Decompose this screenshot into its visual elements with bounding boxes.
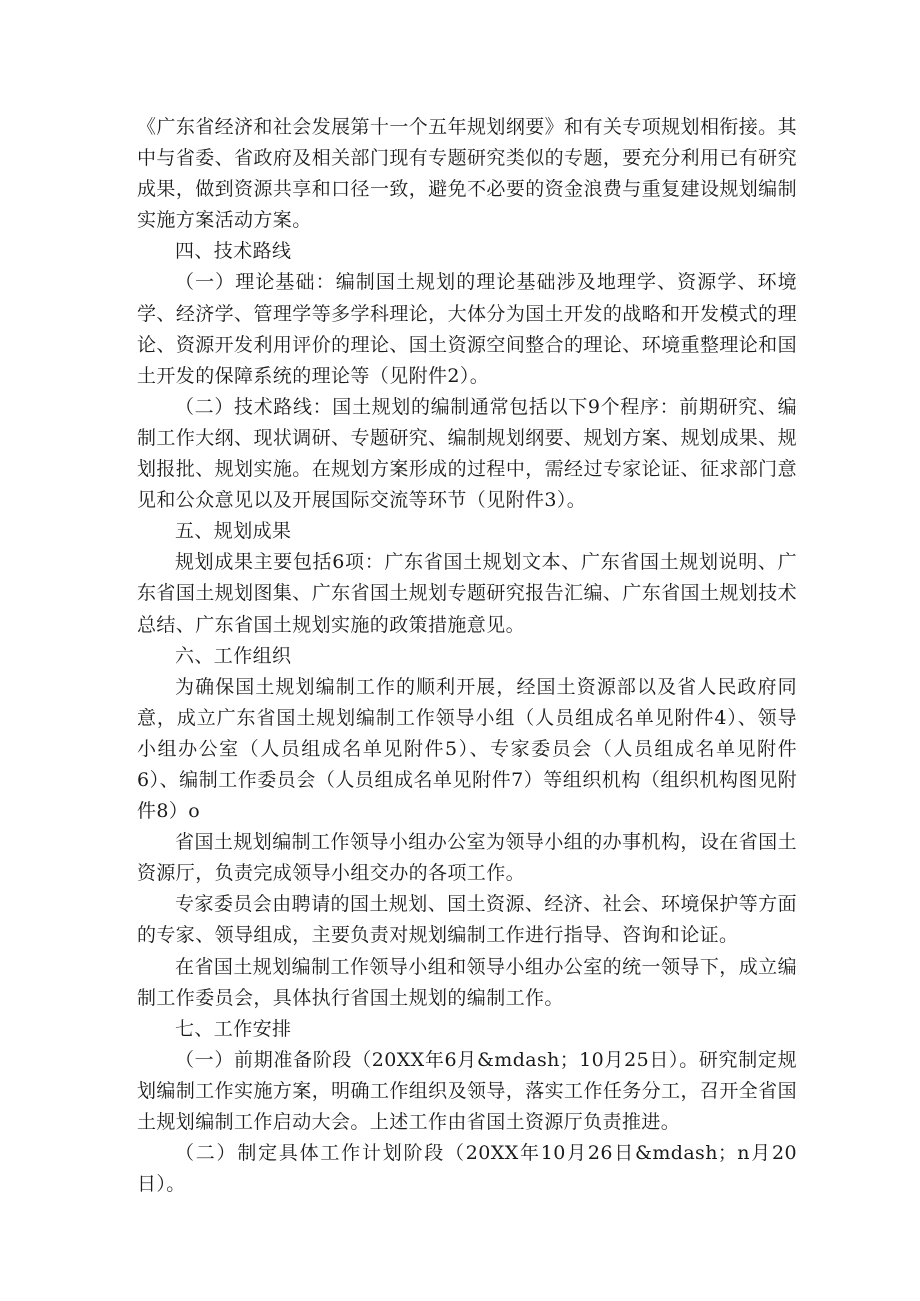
paragraph-technical-route: （二）技术路线：国土规划的编制通常包括以下9个程序：前期研究、编制工作大纲、现状调研、专题研究、编制规划纲要、规划方案、规划成果、规划报批、规划实施。在规划方案形成的过程中，需经过专家论证、征求部门意见和公众意见以及开展国际交流等环节（见附件3）。 — [137, 395, 797, 512]
paragraph-organization-setup: 为确保国土规划编制工作的顺利开展，经国土资源部以及省人民政府同意，成立广东省国土规划编制工作领导小组（人员组成名单见附件4）、领导小组办公室（人员组成名单见附件5）、专家委员会（人员组成名单见附件6）、编制工作委员会（人员组成名单见附件7）等组织机构（组织机构图见附件8）o — [137, 675, 797, 823]
section-heading-planning-results: 五、规划成果 — [175, 520, 292, 543]
paragraph-planning-results: 规划成果主要包括6项：广东省国土规划文本、广东省国土规划说明、广东省国土规划图集、广东省国土规划专题研究报告汇编、广东省国土规划技术总结、广东省国土规划实施的政策措施意见。 — [137, 551, 797, 636]
paragraph-phase-one: （一）前期准备阶段（20XX年6月&mdash；10月25日）。研究制定规划编制工作实施方案，明确工作组织及领导，落实工作任务分工，召开全省国土规划编制工作启动大会。上述工作由省国土资源厅负责推进。 — [137, 1048, 797, 1133]
paragraph-office-role: 省国土规划编制工作领导小组办公室为领导小组的办事机构，设在省国土资源厅，负责完成领导小组交办的各项工作。 — [137, 831, 797, 885]
document-body — [137, 112, 797, 1200]
section-heading-work-organization: 六、工作组织 — [175, 644, 292, 667]
paragraph-working-committee: 在省国土规划编制工作领导小组和领导小组办公室的统一领导下，成立编制工作委员会，具体执行省国土规划的编制工作。 — [137, 955, 797, 1009]
paragraph-phase-two: （二）制定具体工作计划阶段（20XX年10月26日&mdash；n月20日）。 — [137, 1142, 797, 1196]
section-heading-work-schedule: 七、工作安排 — [175, 1017, 292, 1040]
section-heading-technical-route: 四、技术路线 — [175, 240, 292, 263]
paragraph-intro: 《广东省经济和社会发展第十一个五年规划纲要》和有关专项规划相衔接。其中与省委、省政府及相关部门现有专题研究类似的专题，要充分利用已有研究成果，做到资源共享和口径一致，避免不必要的资金浪费与重复建设规划编制实施方案活动方案。 — [137, 116, 797, 232]
paragraph-expert-committee: 专家委员会由聘请的国土规划、国土资源、经济、社会、环境保护等方面的专家、领导组成，主要负责对规划编制工作进行指导、咨询和论证。 — [137, 893, 797, 947]
paragraph-theory-basis: （一）理论基础：编制国土规划的理论基础涉及地理学、资源学、环境学、经济学、管理学等多学科理论，大体分为国土开发的战略和开发模式的理论、资源开发利用评价的理论、国土资源空间整合的理论、环境重整理论和国土开发的保障系统的理论等（见附件2）。 — [137, 271, 797, 387]
